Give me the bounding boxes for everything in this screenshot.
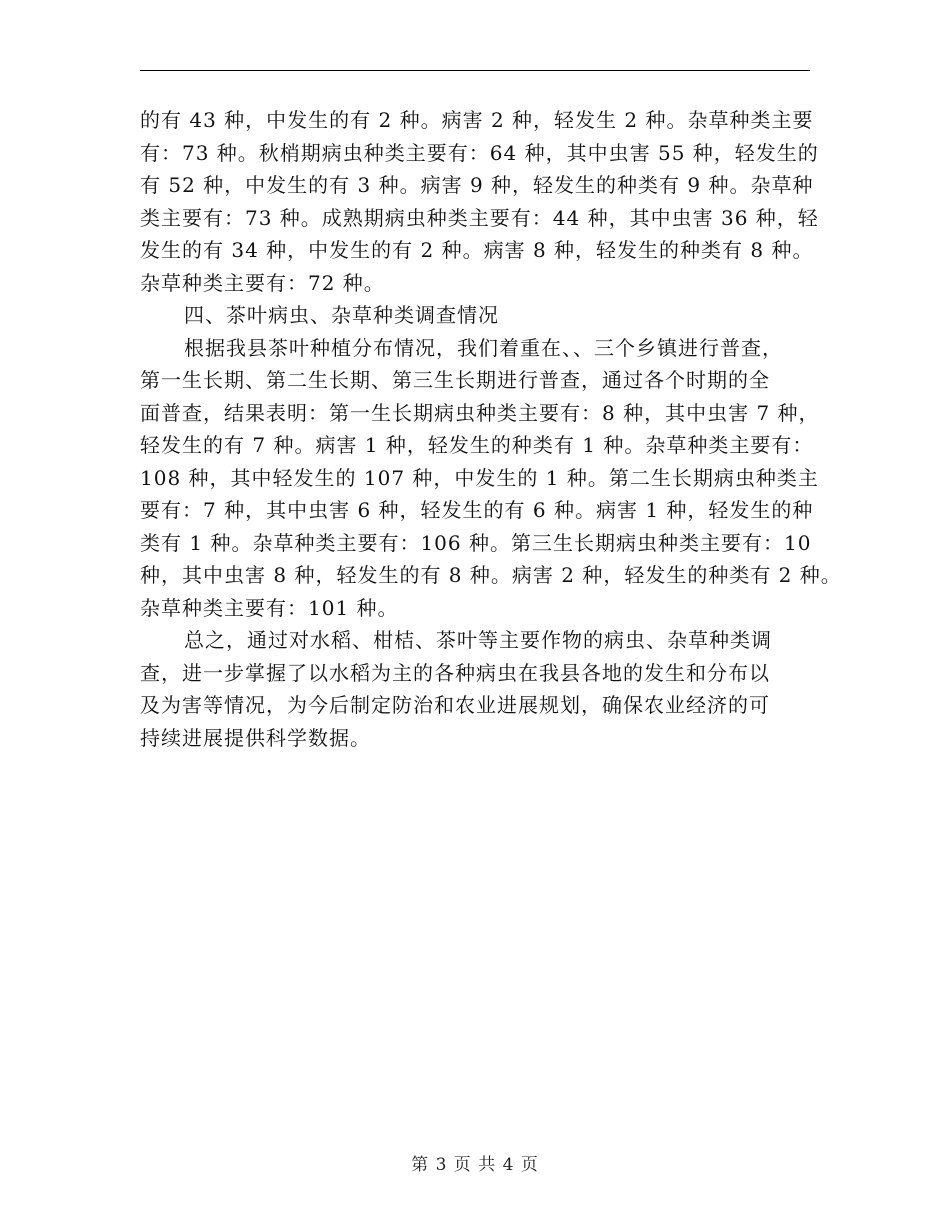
- text-line: 有 52 种，中发生的有 3 种。病害 9 种，轻发生的种类有 9 种。杂草种: [140, 173, 814, 197]
- text-line: 第一生长期、第二生长期、第三生长期进行普查，通过各个时期的全: [140, 368, 770, 392]
- text-line: 及为害等情况，为今后制定防治和农业进展规划，确保农业经济的可: [140, 693, 770, 717]
- text-line: 108 种，其中轻发生的 107 种，中发生的 1 种。第二生长期病虫种类主: [140, 465, 819, 490]
- header-rule: [140, 70, 810, 71]
- text-line: 的有 43 种，中发生的有 2 种。病害 2 种，轻发生 2 种。杂草种类主要: [140, 108, 814, 132]
- text-line: 持续进展提供科学数据。: [140, 725, 371, 750]
- page-footer: 第 3 页 共 4 页: [411, 1155, 539, 1175]
- text-line: 有：73 种。秋梢期病虫种类主要有：64 种，其中虫害 55 种，轻发生的: [140, 140, 819, 165]
- text-line: 查，进一步掌握了以水稻为主的各种病虫在我县各地的发生和分布以: [140, 660, 770, 685]
- text-line: 类有 1 种。杂草种类主要有：106 种。第三生长期病虫种类主要有：10: [140, 530, 812, 555]
- text-line: 类主要有：73 种。成熟期病虫种类主要有：44 种，其中虫害 36 种，轻: [140, 205, 819, 230]
- section-heading: 四、茶叶病虫、杂草种类调查情况: [184, 303, 499, 327]
- text-line: 要有：7 种，其中虫害 6 种，轻发生的有 6 种。病害 1 种，轻发生的种: [140, 498, 814, 522]
- text-line: 杂草种类主要有：101 种。: [140, 595, 399, 620]
- text-line: 杂草种类主要有：72 种。: [140, 270, 385, 295]
- document-body: [140, 104, 842, 754]
- text-line: 根据我县茶叶种植分布情况，我们着重在、、三个乡镇进行普查，: [184, 335, 783, 360]
- text-line: 种，其中虫害 8 种，轻发生的有 8 种。病害 2 种，轻发生的种类有 2 种。: [140, 563, 842, 587]
- text-line: 总之，通过对水稻、柑桔、茶叶等主要作物的病虫、杂草种类调: [184, 628, 772, 652]
- text-line: 发生的有 34 种，中发生的有 2 种。病害 8 种，轻发生的种类有 8 种。: [140, 238, 814, 262]
- text-line: 面普查，结果表明：第一生长期病虫种类主要有：8 种，其中虫害 7 种，: [140, 400, 820, 425]
- text-line: 轻发生的有 7 种。病害 1 种，轻发生的种类有 1 种。杂草种类主要有：: [140, 433, 814, 457]
